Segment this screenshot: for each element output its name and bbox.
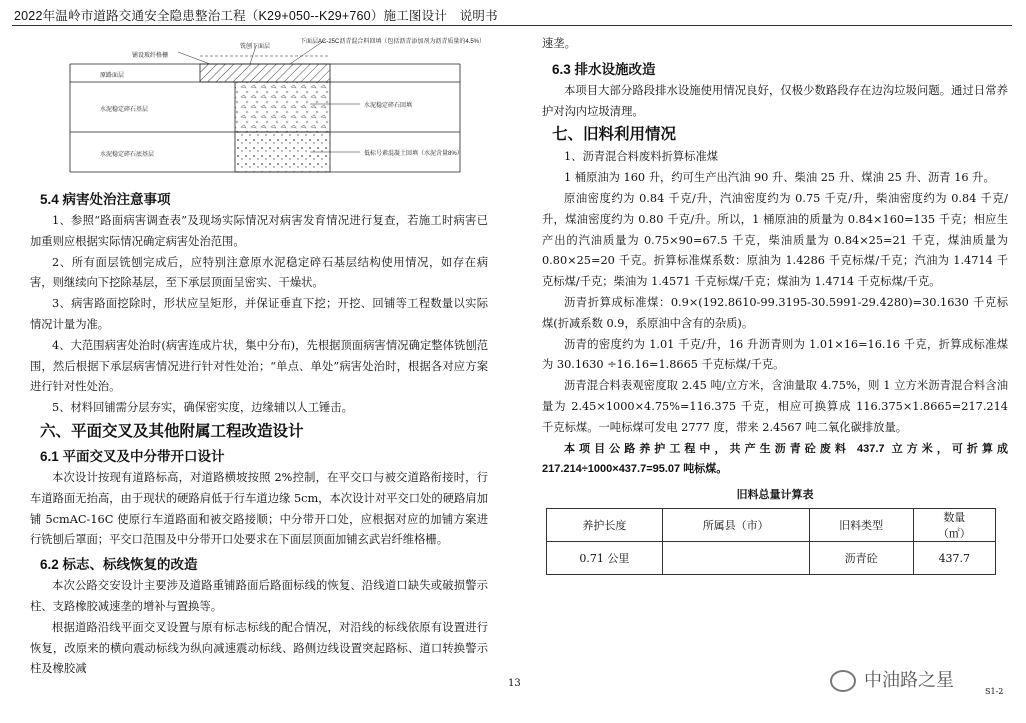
page-header: 2022年温岭市道路交通安全隐患整治工程（K29+050--K29+760）施工图设计 说明书 — [14, 9, 498, 23]
sheet-code: S1-2 — [985, 687, 1004, 696]
section-6-3-title: 6.3 排水设施改造 — [552, 61, 656, 77]
table-header-cell: 所属县（市） — [662, 509, 809, 542]
material-table — [546, 508, 996, 575]
diagram-label-l3: 水泥稳定碎石底基层 — [100, 152, 155, 158]
section-5-4-title: 5.4 病害处治注意事项 — [40, 192, 171, 207]
diagram-label-top-note: 下面层AC-25C沥青混合料回填（包括沥青添加剂为沥青质量的4.5%） — [300, 39, 486, 45]
subsection-title: 1、沥青混合料废料折算标准煤 — [564, 150, 719, 164]
paragraph: 2、所有面层铣刨完成后，应特别注意原水泥稳定碎石基层结构使用情况，如存在病害，则继续向下挖除基层，至下承层顶面呈密实、干燥状。 — [30, 255, 488, 290]
table-header-row — [547, 509, 996, 542]
paragraph: 原油密度约为 0.84 千克/升，汽油密度约为 0.75 千克/升，柴油密度约为 0.84 千克/升，煤油密度约为 0.80 千克/升。所以，1 桶原油的质量为 0.84×160=135 千克；相应生产出的汽油质量为 0.75×90=67.5 千克，柴油质量为 0.84×25=21 千克，煤油质量为 0.80×25=20 千克。折算标准煤系数：原油为 1.4286 千克标煤/千克；汽油为 1.4714 千克标煤/千克；柴油为 1.4571 千克标煤/千克；煤油为 1.4714 千克标煤/千克。 — [542, 191, 1008, 289]
table-row — [547, 542, 996, 575]
paragraph-continued: 速垄。 — [542, 37, 576, 50]
diagram-label-a1: 铺设玻纤格栅 — [132, 53, 169, 59]
paragraph: 沥青的密度约为 1.01 千克/升，16 升沥青则为 1.01×16=16.16 千克，折算成标准煤为 30.1630 ÷16.16=1.8665 千克标煤/千克。 — [542, 337, 1008, 372]
paragraph: 1 桶原油为 160 升，约可生产出汽油 90 升、柴油 25 升、煤油 25 升、沥青 16 升。 — [564, 171, 995, 185]
watermark — [830, 666, 954, 692]
table-header-cell: 养护长度 — [547, 509, 663, 542]
summary-bold: 本项目公路养护工程中，共产生沥青砼废料 437.7 立方米，可折算成 217.214÷1000×437.7=95.07 吨标煤。 — [542, 442, 1008, 476]
watermark-text: 中油路之星 — [864, 670, 954, 690]
table-header-cell: 旧料类型 — [809, 509, 913, 542]
table-header-cell — [913, 509, 995, 542]
paragraph: 4、大范围病害处治时(病害连成片状，集中分布)，先根据顶面病害情况确定整体铣刨范围，然后根据下承层病害情况进行针对性处治；“单点、单处”病害处治时，根据各对应方案进行针对性处治。 — [30, 338, 488, 394]
table-header-unit: （㎡） — [937, 527, 971, 541]
section-6-1-title: 6.1 平面交叉及中分带开口设计 — [40, 448, 225, 464]
section-6-title: 六、平面交叉及其他附属工程改造设计 — [40, 422, 304, 440]
table-header-quantity: 数量 — [943, 511, 966, 525]
diagram-label-l2: 水泥稳定碎石基层 — [100, 107, 149, 113]
paragraph: 5、材料回铺需分层夯实，确保密实度，边缘辅以人工锤击。 — [52, 401, 353, 415]
paragraph: 沥青混合料表观密度取 2.45 吨/立方米，含油量取 4.75%，则 1 立方米沥青混合料含油量为 2.45×1000×4.75%=116.375 千克，相应可换算成 116.375×1.8665=217.214 千克标煤。一吨标煤可发电 2777 度，带来 2.4567 吨二氧化碳排放量。 — [542, 379, 1008, 434]
table-cell: 0.71 公里 — [547, 542, 663, 575]
paragraph: 根据道路沿线平面交叉设置与原有标志标线的配合情况，对沿线的标线依原有设置进行恢复，改原来的横向震动标线为纵向减速震动标线、路侧边线设置突起路标、道口转换警示柱及橡胶减 — [30, 620, 488, 676]
left-column — [30, 34, 488, 680]
paragraph: 3、病害路面挖除时，形状应呈矩形，并保证垂直下挖；开挖、回铺等工程数量以实际情况计量为准。 — [30, 297, 488, 331]
header-rule — [12, 25, 1012, 26]
wechat-icon — [830, 670, 856, 692]
section-7-title: 七、旧料利用情况 — [552, 126, 677, 144]
paragraph: 本次设计按现有道路标高，对道路横坡按照 2%控制，在平交口与被交道路衔接时，行车道路面无抬高，由于现状的硬路肩低于行车道边缘 5cm，本次设计对平交口处的硬路肩加铺 5cmAC-16C 使原行车道路面和被交路接顺；中分带开口处，应根据对应的加铺方案进行铣刨后罩面；平交口范围及中分带开口处要求在下面层顶面加铺玄武岩纤维格栅。 — [30, 470, 488, 547]
right-column — [542, 34, 1008, 575]
diagram-label-l1: 原路面层 — [100, 73, 125, 79]
paragraph: 本次公路交安设计主要涉及道路重铺路面后路面标线的恢复、沿线道口缺失或破损警示柱、支路橡胶减速垄的增补与置换等。 — [30, 579, 488, 613]
paragraph: 1、参照“路面病害调查表”及现场实际情况对病害发育情况进行复查，若施工时病害已加重则应根据实际情况确定病害处治范围。 — [30, 214, 488, 248]
diagram-label-r1: 水泥稳定碎石回填 — [364, 103, 413, 109]
pavement-repair-diagram — [60, 34, 486, 184]
table-cell: 沥青砼 — [809, 542, 913, 575]
table-cell: 437.7 — [913, 542, 995, 575]
table-cell — [662, 542, 809, 575]
page-number: 13 — [508, 678, 521, 689]
diagram-label-r2: 低标号素混凝土回填（水泥含量8%） — [364, 151, 463, 157]
diagram-label-a2: 铣刨下面层 — [240, 44, 271, 50]
table-caption: 旧料总量计算表 — [736, 489, 814, 502]
paragraph: 本项目大部分路段排水设施使用情况良好，仅极少数路段存在边沟垃圾问题。通过日常养护对沟内垃圾清理。 — [542, 83, 1008, 118]
section-6-2-title: 6.2 标志、标线恢复的改造 — [40, 557, 198, 573]
paragraph: 沥青折算成标准煤：0.9×(192.8610-99.3195-30.5991-29.4280)=30.1630 千克标煤(折减系数 0.9，系原油中含有的杂质)。 — [542, 295, 1008, 330]
